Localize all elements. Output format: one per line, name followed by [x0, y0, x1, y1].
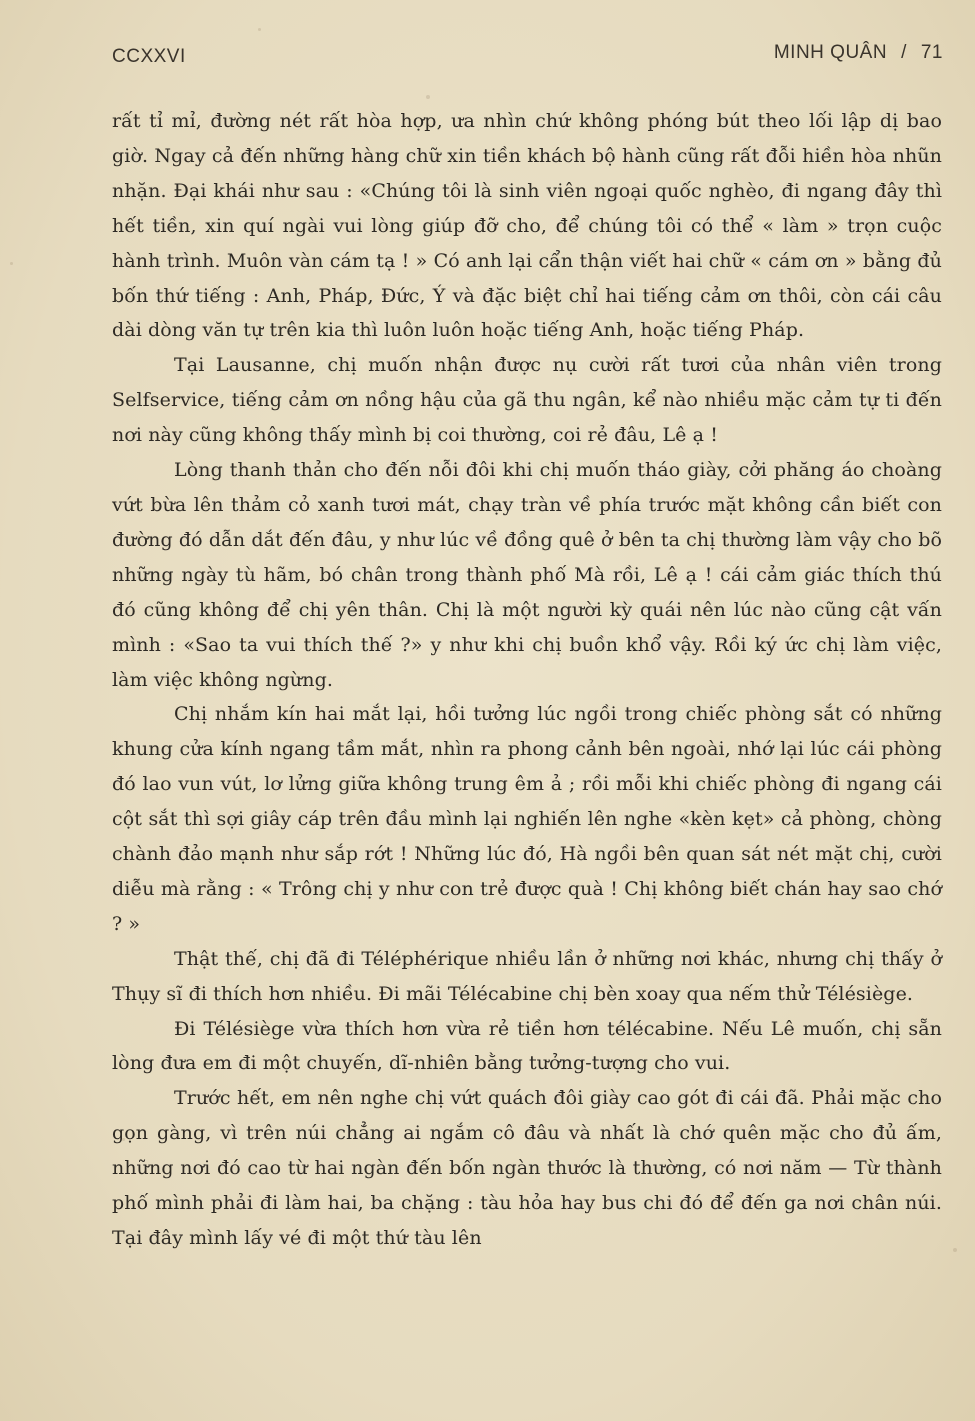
running-title-group [774, 42, 943, 64]
paper-spot [426, 95, 430, 99]
header-separator: / [901, 42, 907, 63]
page-roman-numeral: CCXXVI [112, 46, 186, 67]
paragraph-continued: rất tỉ mỉ, đường nét rất hòa hợp, ưa nhìn chứ không phóng bút theo lối lập dị bao giờ. Ngay cả đến những hàng chữ xin tiền khách bộ hành cũng rất đỗi hiền hòa nhũn nhặn. Đại khái như sau : «Chúng tôi là sinh viên ngoại quốc nghèo, đi ngang đây thì hết tiền, xin quí ngài vui lòng giúp đỡ cho, để chúng tôi có thể « làm » trọn cuộc hành trình. Muôn vàn cám tạ ! » Có anh lại cẩn thận viết hai chữ « cám ơn » bằng đủ bốn thứ tiếng : Anh, Pháp, Đức, Ý và đặc biệt chỉ hai tiếng cảm ơn thôi, còn cái câu dài dòng văn tự trên kia thì luôn luôn hoặc tiếng Anh, hoặc tiếng Pháp. [112, 110, 942, 342]
page-number: 71 [920, 42, 943, 63]
body-text [112, 104, 942, 1256]
paper-spot [258, 28, 261, 31]
paper-spot [953, 1248, 957, 1252]
paragraph: Lòng thanh thản cho đến nỗi đôi khi chị muốn tháo giày, cởi phăng áo choàng vứt bừa lên thảm cỏ xanh tươi mát, chạy tràn về phía trước mặt không cần biết con đường đó dẫn dắt đến đâu, y như lúc về đồng quê ở bên ta chị thường làm vậy cho bõ những ngày tù hãm, bó chân trong thành phố Mà rồi, Lê ạ ! cái cảm giác thích thú đó cũng không để chị yên thân. Chị là một người kỳ quái nên lúc nào cũng cật vấn mình : «Sao ta vui thích thế ?» y như khi chị buồn khổ vậy. Rồi ký ức chị làm việc, làm việc không ngừng. [112, 459, 942, 691]
paragraph: Đi Télésiège vừa thích hơn vừa rẻ tiền hơn télécabine. Nếu Lê muốn, chị sẵn lòng đưa em đi một chuyến, dĩ-nhiên bằng tưởng-tượng cho vui. [112, 1017, 942, 1075]
paragraph: Tại Lausanne, chị muốn nhận được nụ cười rất tươi của nhân viên trong Selfservice, tiếng cảm ơn nồng hậu của gã thu ngân, kể nào nhiều mặc cảm tự ti đến nơi này cũng không thấy mình bị coi thường, coi rẻ đâu, Lê ạ ! [112, 354, 942, 447]
running-title: MINH QUÂN [773, 42, 888, 63]
running-header [112, 40, 943, 74]
paragraph: Trước hết, em nên nghe chị vứt quách đôi giày cao gót đi cái đã. Phải mặc cho gọn gàng, vì trên núi chẳng ai ngắm cô đâu và nhất là chớ quên mặc cho đủ ấm, những nơi đó cao từ hai ngàn đến bốn ngàn thước là thường, có nơi năm — Từ thành phố mình phải đi làm hai, ba chặng : tàu hỏa hay bus chi đó để đến ga nơi chân núi. Tại đây mình lấy vé đi một thứ tàu lên [112, 1087, 942, 1249]
paper-spot [10, 262, 13, 265]
paragraph: Chị nhắm kín hai mắt lại, hồi tưởng lúc ngồi trong chiếc phòng sắt có những khung cửa kính ngang tầm mắt, nhìn ra phong cảnh bên ngoài, nhớ lại lúc cái phòng đó lao vun vút, lơ lửng giữa không trung êm ả ; rồi mỗi khi chiếc phòng đi ngang cái cột sắt thì sợi giây cáp trên đầu mình lại nghiến lên nghe «kèn kẹt» cả phòng, chòng chành đảo mạnh như sắp rớt ! Những lúc đó, Hà ngồi bên quan sát nét mặt chị, cười diễu mà rằng : « Trông chị y như con trẻ được quà ! Chị không biết chán hay sao chớ ? » [112, 703, 942, 935]
paragraph: Thật thế, chị đã đi Téléphérique nhiều lần ở những nơi khác, nhưng chị thấy ở Thụy sĩ đi thích hơn nhiều. Đi mãi Télécabine chị bèn xoay qua nếm thử Télésiège. [112, 947, 942, 1005]
